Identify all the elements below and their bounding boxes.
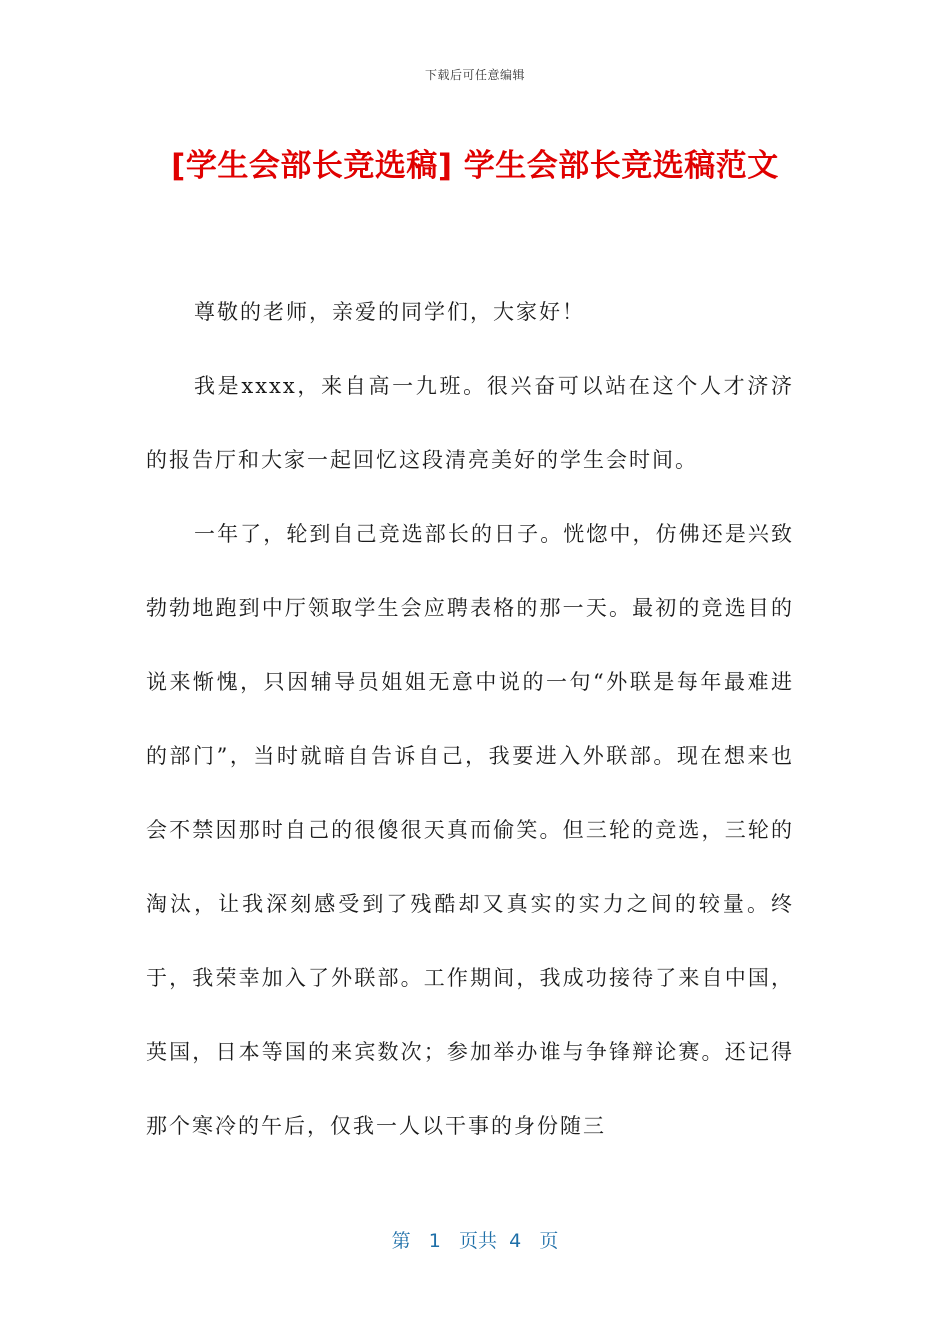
footer-page-middle: 页共	[459, 1230, 498, 1252]
page-footer	[0, 1226, 950, 1253]
footer-page-suffix: 页	[539, 1230, 559, 1252]
document-title: [学生会部长竞选稿] 学生会部长竞选稿范文	[171, 148, 779, 184]
footer-total-pages: 4	[509, 1230, 522, 1252]
footer-current-page: 1	[428, 1230, 441, 1252]
greeting-paragraph: 尊敬的老师，亲爱的同学们，大家好！	[194, 300, 585, 324]
document-body	[146, 275, 794, 1163]
story-paragraph: 一年了，轮到自己竞选部长的日子。恍惚中，仿佛还是兴致勃勃地跑到中厅领取学生会应聘表格的那一天。最初的竞选目的说来惭愧，只因辅导员姐姐无意中说的一句“外联是每年最难进的部门”，当时就暗自告诉自己，我要进入外联部。现在想来也会不禁因那时自己的很傻很天真而偷笑。但三轮的竞选，三轮的淘汰，让我深刻感受到了残酷却又真实的实力之间的较量。终于，我荣幸加入了外联部。工作期间，我成功接待了来自中国，英国，日本等国的来宾数次；参加举办谁与争锋辩论赛。还记得那个寒冷的午后，仅我一人以干事的身份随三	[146, 522, 794, 1138]
footer-page-prefix: 第	[391, 1230, 411, 1252]
intro-paragraph: 我是xxxx，来自高一九班。很兴奋可以站在这个人才济济的报告厅和大家一起回忆这段清亮美好的学生会时间。	[146, 374, 794, 472]
header-note: 下载后可任意编辑	[424, 68, 525, 82]
